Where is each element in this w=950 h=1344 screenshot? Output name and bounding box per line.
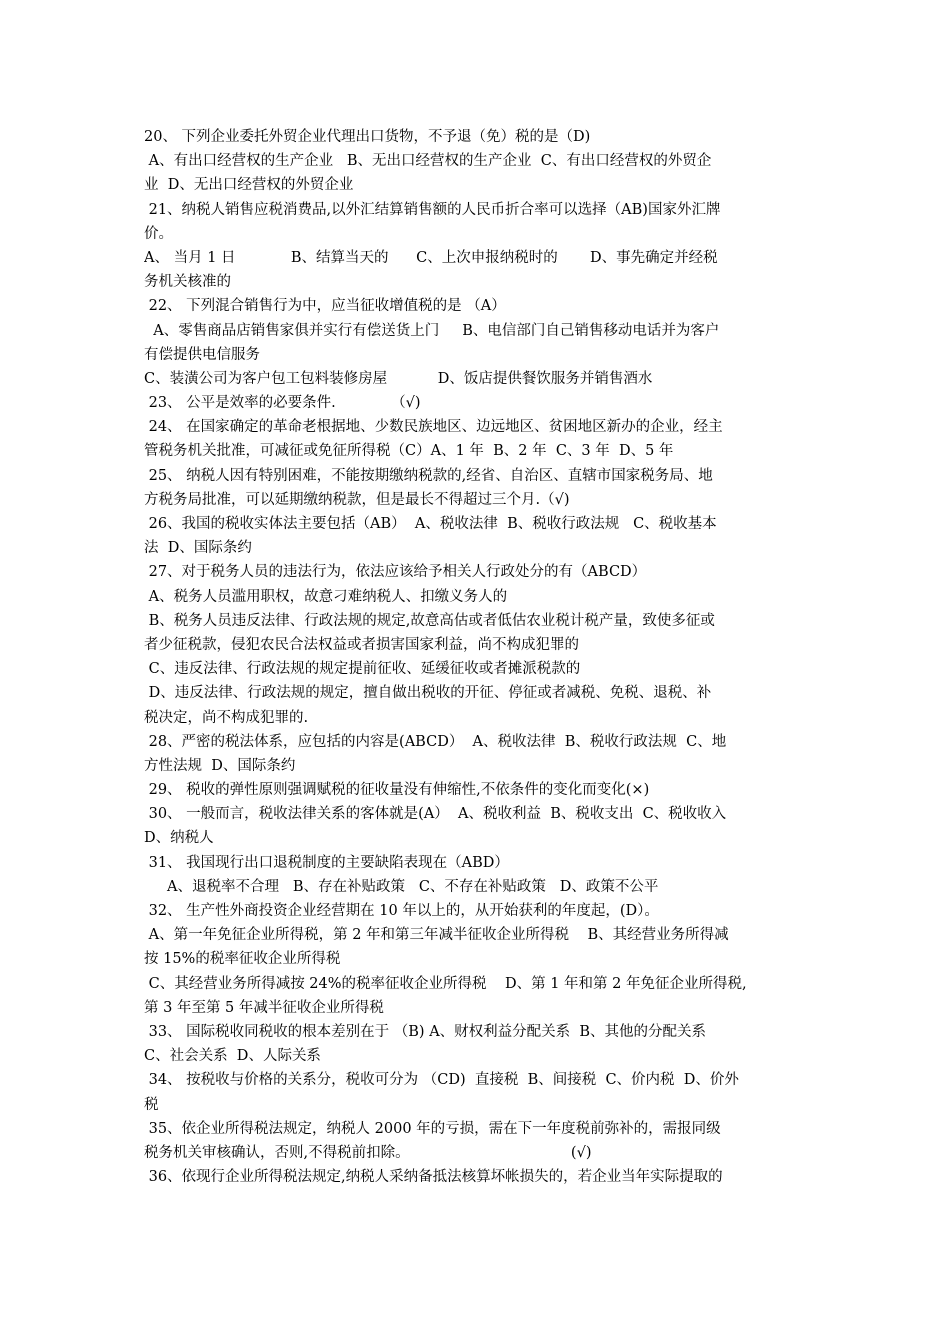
text-line: C、违反法律、行政法规的规定提前征收、延缓征收或者摊派税款的 — [144, 661, 581, 678]
text-line: 36、依现行企业所得税法规定,纳税人采纳备抵法核算坏帐损失的，若企业当年实际提取的 — [144, 1169, 723, 1186]
text-line: 法 D、国际条约 — [144, 540, 252, 557]
text-line: 34、 按税收与价格的关系分，税收可分为 （CD) 直接税 B、间接税 C、价内税 D、价外 — [144, 1072, 739, 1089]
text-line: 30、 一般而言，税收法律关系的客体就是(A） A、税收利益 B、税收支出 C、税收收入 — [144, 806, 727, 823]
document-body — [144, 125, 814, 1189]
text-line: 21、纳税人销售应税消费品,以外汇结算销售额的人民币折合率可以选择（AB)国家外汇牌 — [144, 201, 721, 218]
text-line: A、退税率不合理 B、存在补贴政策 C、不存在补贴政策 D、政策不公平 — [144, 878, 659, 895]
text-line: D、纳税人 — [144, 830, 214, 847]
text-line: A、 当月 1 日 B、结算当天的 C、上次申报纳税时的 D、事先确定并经税 — [144, 249, 718, 266]
text-line: 第 3 年至第 5 年减半征收企业所得税 — [144, 999, 384, 1016]
text-line: 31、 我国现行出口退税制度的主要缺陷表现在（ABD） — [144, 854, 509, 871]
text-line: 者少征税款，侵犯农民合法权益或者损害国家利益，尚不构成犯罪的 — [144, 636, 579, 653]
text-line: 23、 公平是效率的必要条件. （√) — [144, 395, 421, 412]
text-line: D、违反法律、行政法规的规定，擅自做出税收的开征、停征或者减税、免税、退税、补 — [144, 685, 712, 702]
text-line: B、税务人员违反法律、行政法规的规定,故意高估或者低估农业税计税产量，致使多征或 — [144, 612, 715, 629]
text-line: 32、 生产性外商投资企业经营期在 10 年以上的，从开始获利的年度起，(D）。 — [144, 903, 659, 919]
text-line: 33、 国际税收同税收的根本差别在于 （B) A、财权利益分配关系 B、其他的分配关系 — [144, 1023, 707, 1040]
text-line: A、税务人员滥用职权，故意刁难纳税人、扣缴义务人的 — [144, 588, 508, 605]
text-line: 35、依企业所得税法规定，纳税人 2000 年的亏损，需在下一年度税前弥补的，需报同级 — [144, 1120, 721, 1137]
text-line: 务机关核准的 — [144, 274, 231, 291]
text-line: 方性法规 D、国际条约 — [144, 757, 296, 774]
text-line: 价。 — [144, 225, 173, 242]
text-line: 税务机关审核确认，否则,不得税前扣除。 (√) — [144, 1144, 592, 1161]
text-line: 税决定，尚不构成犯罪的. — [144, 709, 309, 726]
text-line: C、其经营业务所得减按 24%的税率征收企业所得税 D、第 1 年和第 2 年免征企业所得税, — [144, 975, 747, 992]
text-line: 28、严密的税法体系，应包括的内容是(ABCD） A、税收法律 B、税收行政法规 C、地 — [144, 733, 727, 750]
text-line: 按 15%的税率征收企业所得税 — [144, 951, 341, 968]
text-line: 26、我国的税收实体法主要包括（AB） A、税收法律 B、税收行政法规 C、税收基本 — [144, 516, 717, 532]
text-line: 27、对于税务人员的违法行为，依法应该给予相关人行政处分的有（ABCD） — [144, 564, 647, 581]
text-line: A、零售商品店销售家俱并实行有偿送货上门 B、电信部门自己销售移动电话并为客户 — [144, 322, 720, 339]
text-line: A、第一年免征企业所得税，第 2 年和第三年减半征收企业所得税 B、其经营业务所得减 — [144, 927, 729, 944]
text-line: C、装潢公司为客户包工包料装修房屋 D、饭店提供餐饮服务并销售酒水 — [144, 370, 653, 387]
text-line: 有偿提供电信服务 — [144, 346, 260, 363]
text-line: 29、 税收的弹性原则强调赋税的征收量没有伸缩性,不依条件的变化而变化(×) — [144, 782, 650, 799]
text-line: 22、 下列混合销售行为中，应当征收增值税的是 （A） — [144, 298, 506, 315]
text-line: 税 — [144, 1096, 159, 1113]
text-line: 20、 下列企业委托外贸企业代理出口货物，不予退（免）税的是（D) — [144, 129, 591, 145]
text-line: C、社会关系 D、人际关系 — [144, 1048, 321, 1065]
text-line: 25、 纳税人因有特别困难，不能按期缴纳税款的,经省、自治区、直辖市国家税务局、地 — [144, 467, 713, 484]
text-line: A、有出口经营权的生产企业 B、无出口经营权的生产企业 C、有出口经营权的外贸企 — [144, 153, 712, 170]
text-line: 业 D、无出口经营权的外贸企业 — [144, 177, 354, 194]
text-line: 管税务机关批准，可减征或免征所得税（C）A、1 年 B、2 年 C、3 年 D、5 年 — [144, 443, 674, 460]
text-line: 24、 在国家确定的革命老根据地、少数民族地区、边远地区、贫困地区新办的企业，经主 — [144, 419, 723, 436]
text-line: 方税务局批准，可以延期缴纳税款，但是最长不得超过三个月.（√) — [144, 491, 570, 508]
